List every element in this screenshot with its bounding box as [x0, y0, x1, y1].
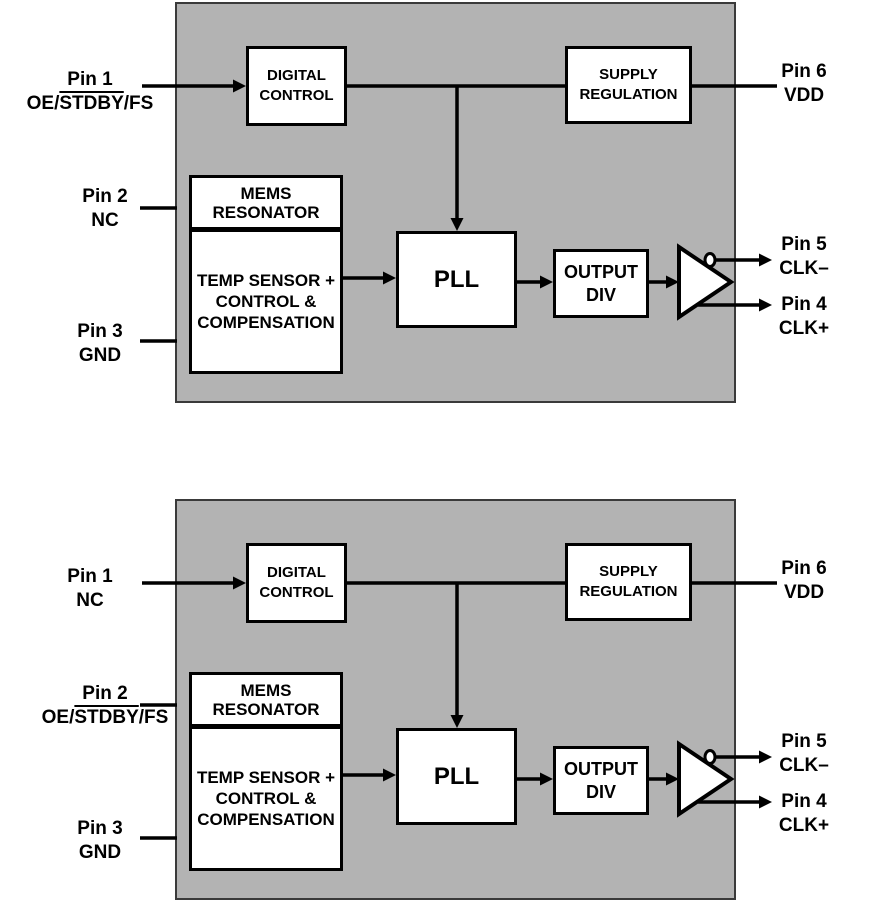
- pin5-label: [746, 233, 862, 281]
- output-div-label-line2: DIV: [585, 781, 616, 802]
- pll-drop-arrowhead: [451, 715, 464, 728]
- pin3-number: Pin 3: [77, 818, 123, 839]
- pin2-signal: OE/STDBY/FS: [41, 707, 169, 728]
- supply-regulation-label-line1: SUPPLY: [599, 66, 658, 83]
- pin2-number: Pin 2: [82, 683, 128, 704]
- pin1-number: Pin 1: [67, 69, 113, 90]
- pin1-signal: OE/STDBY/FS: [26, 93, 154, 114]
- pin1-signal: NC: [76, 590, 104, 611]
- temp-to-pll-arrowhead: [383, 769, 396, 782]
- pin3-number: Pin 3: [77, 321, 123, 342]
- pin1-number: Pin 1: [67, 566, 113, 587]
- pin2-number: Pin 2: [82, 186, 128, 207]
- pin2-label: [35, 185, 175, 233]
- temp-sensor-label-line1: TEMP SENSOR +: [196, 768, 336, 787]
- inversion-bubble: [705, 751, 715, 764]
- digital-control-label-line2: CONTROL: [259, 584, 334, 601]
- pin3-signal: GND: [78, 842, 122, 863]
- pin5-number: Pin 5: [781, 731, 827, 752]
- digital-control-label-line2: CONTROL: [259, 87, 334, 104]
- temp-sensor-label-line2: CONTROL &: [215, 789, 317, 808]
- pin5-signal: CLK–: [779, 258, 829, 279]
- pin3-label: [30, 817, 170, 865]
- temp-sensor-label-line2: CONTROL &: [215, 292, 317, 311]
- mems-resonator-section: [192, 178, 340, 232]
- pin1-arrowhead: [233, 577, 246, 590]
- supply-regulation-label-line2: REGULATION: [579, 86, 678, 103]
- pin1-arrowhead: [233, 80, 246, 93]
- temp-sensor-section: [192, 232, 340, 371]
- pin4-number: Pin 4: [781, 791, 827, 812]
- pin4-number: Pin 4: [781, 294, 827, 315]
- temp-sensor-section: [192, 729, 340, 868]
- pll-block: [396, 728, 517, 825]
- pll-to-div-arrowhead: [540, 773, 553, 786]
- pin1-label: [20, 565, 160, 613]
- output-div-label-line1: OUTPUT: [564, 758, 638, 779]
- temp-sensor-label-line3: COMPENSATION: [197, 810, 335, 829]
- output-div-label-line1: OUTPUT: [564, 261, 638, 282]
- output-div-label-line2: DIV: [585, 284, 616, 305]
- pin2-label: [35, 682, 175, 730]
- pin6-number: Pin 6: [781, 61, 827, 82]
- temp-sensor-label-line3: COMPENSATION: [197, 313, 335, 332]
- mems-resonator-section: [192, 675, 340, 729]
- temp-sensor-label-line1: TEMP SENSOR +: [196, 271, 336, 290]
- pll-to-div-arrowhead: [540, 276, 553, 289]
- inversion-bubble: [705, 254, 715, 267]
- pin2-signal: NC: [91, 210, 119, 231]
- pin6-number: Pin 6: [781, 558, 827, 579]
- pin5-label: [746, 730, 862, 778]
- pll-block: [396, 231, 517, 328]
- supply-regulation-block: [565, 46, 692, 124]
- mems-resonator-label-line1: MEMS: [240, 183, 292, 203]
- mems-resonator-label-line2: RESONATOR: [212, 699, 320, 719]
- block-diagram-variant-2: [0, 499, 870, 903]
- mems-resonator-label-line1: MEMS: [240, 680, 292, 700]
- pin5-number: Pin 5: [781, 234, 827, 255]
- digital-control-block: [246, 46, 347, 126]
- pll-label: PLL: [433, 265, 480, 293]
- pin6-label: [746, 557, 862, 605]
- mems-temp-block: [189, 175, 343, 374]
- pin3-label: [30, 320, 170, 368]
- temp-to-pll-arrowhead: [383, 272, 396, 285]
- supply-regulation-label-line1: SUPPLY: [599, 563, 658, 580]
- pin4-label: [746, 790, 862, 838]
- digital-control-label-line1: DIGITAL: [267, 67, 326, 84]
- block-diagram-variant-1: [0, 2, 870, 406]
- output-div-block: [553, 746, 649, 815]
- pin3-signal: GND: [78, 345, 122, 366]
- pin6-signal: VDD: [783, 85, 825, 106]
- digital-control-label-line1: DIGITAL: [267, 564, 326, 581]
- digital-control-block: [246, 543, 347, 623]
- supply-regulation-label-line2: REGULATION: [579, 583, 678, 600]
- pin1-label: [20, 68, 160, 116]
- pin4-signal: CLK+: [778, 815, 830, 836]
- pin4-signal: CLK+: [778, 318, 830, 339]
- pin5-signal: CLK–: [779, 755, 829, 776]
- pll-drop-arrowhead: [451, 218, 464, 231]
- pll-label: PLL: [433, 762, 480, 790]
- mems-temp-block: [189, 672, 343, 871]
- supply-regulation-block: [565, 543, 692, 621]
- output-div-block: [553, 249, 649, 318]
- pin6-signal: VDD: [783, 582, 825, 603]
- pin6-label: [746, 60, 862, 108]
- mems-resonator-label-line2: RESONATOR: [212, 202, 320, 222]
- pin4-label: [746, 293, 862, 341]
